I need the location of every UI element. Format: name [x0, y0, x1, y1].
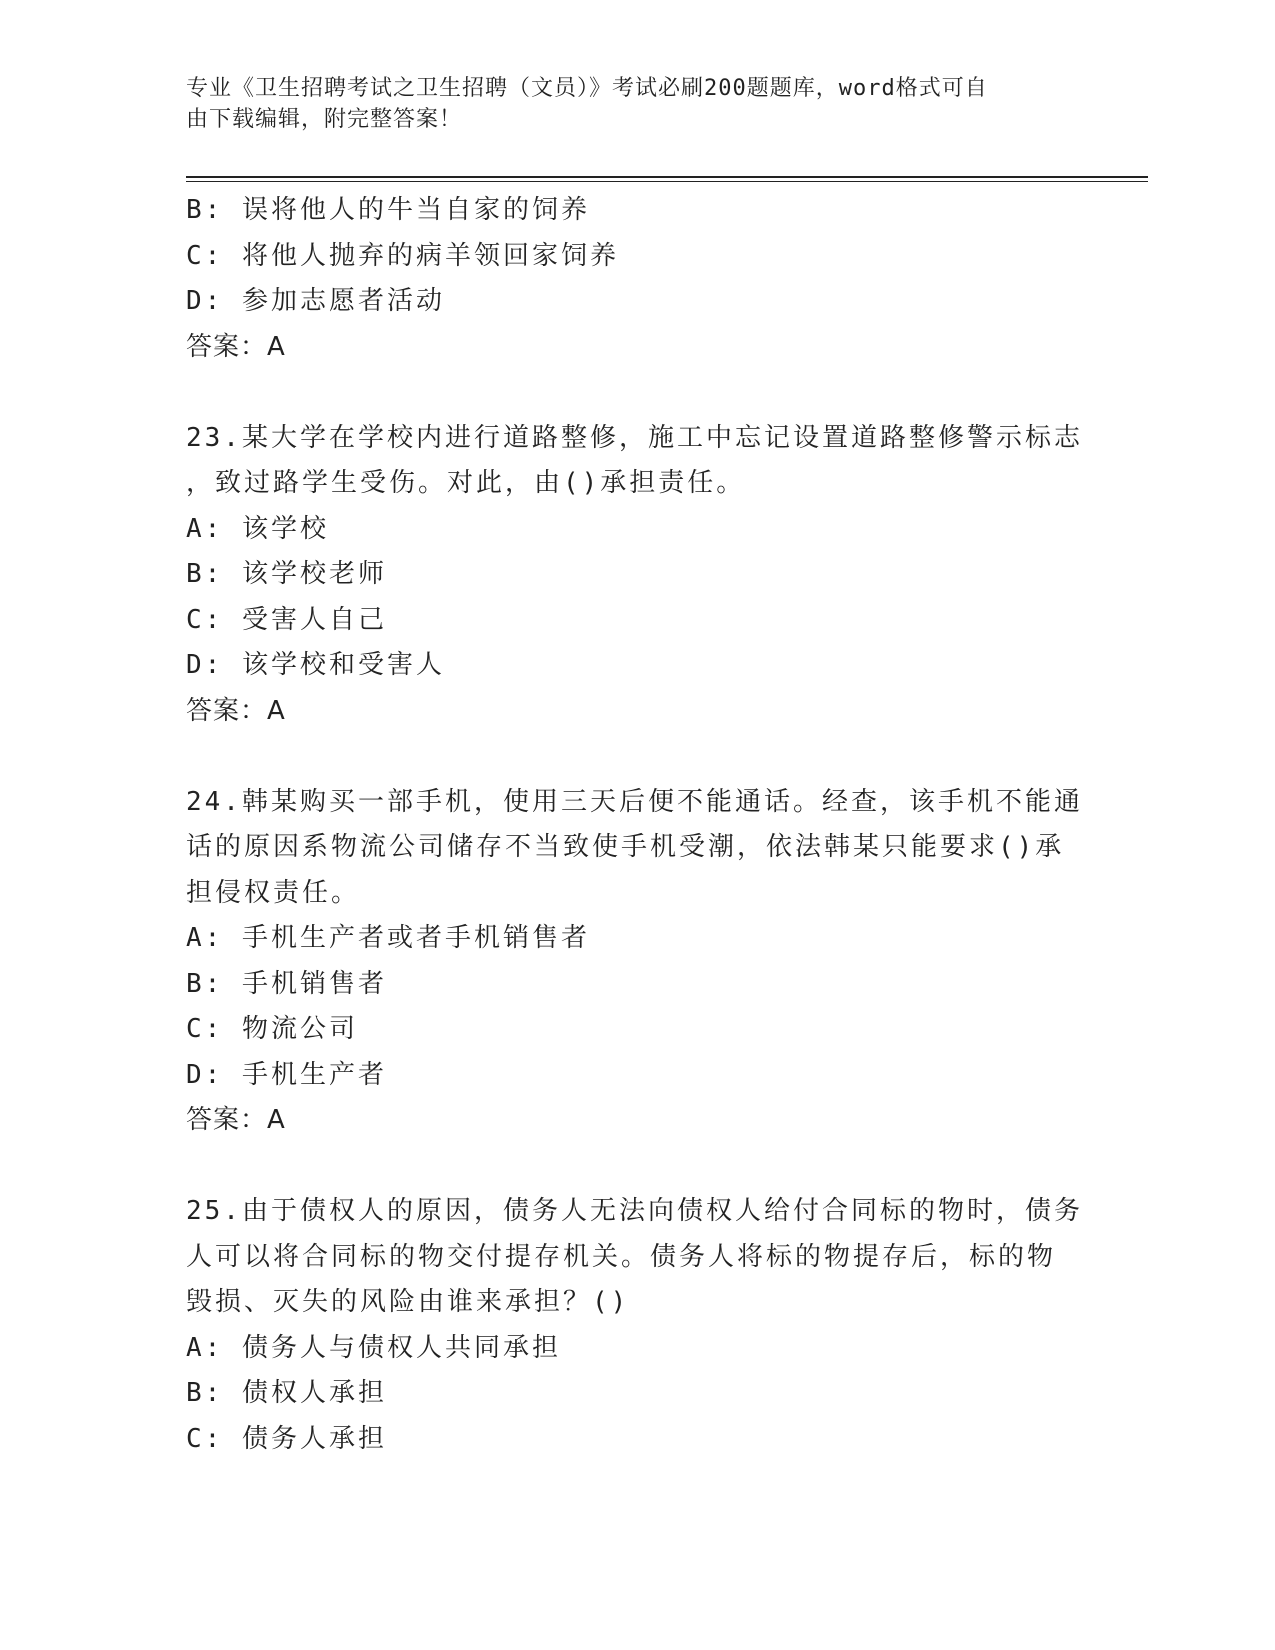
option-a: A: 债务人与债权人共同承担 [186, 1332, 561, 1363]
option-b: B: 误将他人的牛当自家的饲养 [186, 195, 590, 225]
option-a: A: 手机生产者或者手机销售者 [186, 923, 590, 953]
question-spacer [186, 734, 1086, 780]
question-23 [186, 416, 1086, 735]
header-divider [186, 176, 1148, 178]
answer-label: 答案：A [186, 695, 286, 726]
question-stem-line: 话的原因系物流公司储存不当致使手机受潮，依法韩某只能要求()承 [186, 832, 1065, 862]
answer-label: 答案：A [186, 1105, 286, 1135]
question-stem-line: 23.某大学在学校内进行道路整修，施工中忘记设置道路整修警示标志 [186, 422, 1083, 453]
question-24 [186, 780, 1086, 1144]
question-stem-line: 人可以将合同标的物交付提存机关。债务人将标的物提存后，标的物 [186, 1241, 1057, 1272]
option-c: C: 债务人承担 [186, 1423, 387, 1454]
question-stem-line: 毁损、灭失的风险由谁来承担？() [186, 1287, 630, 1317]
option-d: D: 该学校和受害人 [186, 650, 445, 680]
header-line: 由下载编辑，附完整答案！ [186, 107, 463, 132]
question-spacer [186, 370, 1086, 416]
option-c: C: 将他人抛弃的病羊领回家饲养 [186, 240, 619, 271]
option-c: C: 受害人自己 [186, 604, 387, 635]
document-header [186, 73, 1066, 135]
option-d: D: 参加志愿者活动 [186, 286, 445, 316]
question-25 [186, 1189, 1086, 1462]
question-22-continued [186, 188, 1086, 370]
question-stem-line: 担侵权责任。 [186, 877, 361, 908]
header-line: 专业《卫生招聘考试之卫生招聘（文员）》考试必刷200题题库，word格式可自 [186, 76, 988, 101]
question-list [186, 188, 1086, 1462]
question-spacer [186, 1144, 1086, 1190]
option-b: B: 该学校老师 [186, 559, 387, 589]
option-b: B: 手机销售者 [186, 968, 387, 999]
option-b: B: 债权人承担 [186, 1378, 387, 1408]
option-d: D: 手机生产者 [186, 1059, 387, 1090]
question-stem-line: ，致过路学生受伤。对此，由()承担责任。 [186, 468, 746, 498]
question-stem-line: 25.由于债权人的原因，债务人无法向债权人给付合同标的物时，债务 [186, 1196, 1083, 1226]
option-a: A: 该学校 [186, 513, 329, 544]
question-stem-line: 24.韩某购买一部手机，使用三天后便不能通话。经查，该手机不能通 [186, 786, 1083, 817]
answer-label: 答案：A [186, 331, 286, 362]
header-divider-thin [186, 181, 1148, 182]
option-c: C: 物流公司 [186, 1014, 358, 1044]
